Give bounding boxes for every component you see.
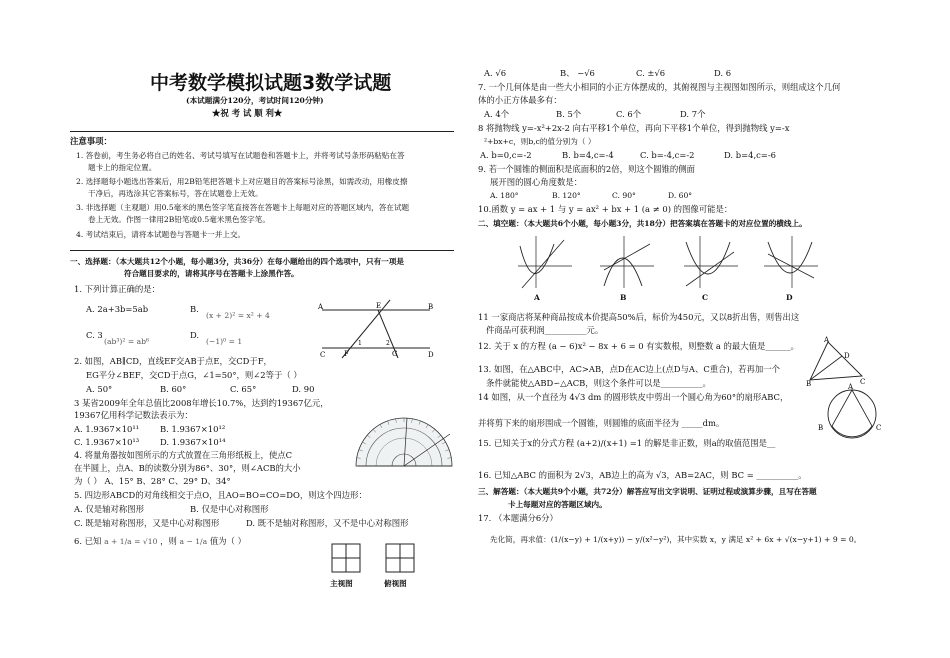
notice-item: 题卡上的指定位置。 xyxy=(88,163,157,172)
section-two-heading: 二、填空题：（本大题共6个小题，每小题3分，共18分）把答案填在答题卡的对应位置的横线上。 xyxy=(478,219,807,228)
question-2-option-d: D. 90 xyxy=(292,384,315,394)
notice-item: 1. 答卷前，考生务必将自己的姓名、考试号填写在试题卷和答题卡上，并将考试号条形码粘贴在答 xyxy=(76,151,405,160)
question-6-stem xyxy=(74,536,246,547)
question-6-mid: ，则 xyxy=(160,536,177,546)
question-9-line1: 9. 若一个圆锥的侧面积是底面积的2倍，则这个圆锥的侧面 xyxy=(478,164,695,174)
label-b: B xyxy=(818,424,824,432)
question-5-line1: 5. 四边形ABCD的对角线相交于点O，且AO=BO=CO=DO，则这个四边形： xyxy=(74,490,367,500)
question-1-option-b-expr: (x + 2)² = x² + 4 xyxy=(206,311,270,320)
divider xyxy=(70,250,454,251)
question-8-line1: 8 将抛物线 y=-x²+2x-2 向右平移1个单位，再向下平移1个单位，得到抛物线 y=-x xyxy=(478,123,790,133)
question-11-line1: 11 一家商店将某种商品按成本价提高50%后，标价为450元，又以8折出售，则售出这 xyxy=(478,312,800,322)
top-view-label: 俯视图 xyxy=(384,579,407,588)
question-4-line2: 在半圆上，点A、B的读数分别为86°、30°，则∠ACB的大小 xyxy=(74,463,301,473)
question-6-given: a + 1/a = √10 xyxy=(104,537,158,546)
question-3-option-b: B. 1.9367×10¹² xyxy=(160,424,226,434)
question-6-target: a − 1/a xyxy=(179,537,208,546)
question-4-line3: 为（ ） A、15° B、28° C、29° D、34° xyxy=(74,476,231,486)
question-6-option-a: A. √6 xyxy=(484,68,507,78)
label-c: C xyxy=(876,424,882,432)
question-10-stem: 10.函数 y = ax + 1 与 y = ax² + bx + 1 (a ≠ 0) 的图像可能是： xyxy=(478,204,733,214)
question-9-line2: 展开图的圆心角度数是： xyxy=(490,177,583,187)
question-8-line2: ²+bx+c，则b,c的值分别为（ ） xyxy=(484,137,596,146)
question-16: 16. 已知△ABC 的面积为 2√3，AB边上的高为 √3，AB=2AC，则 BC = __________。 xyxy=(478,470,807,480)
notice-item: 2. 选择题每小题选出答案后，用2B铅笔把答题卡上对应题目的答案标号涂黑，如需改动，用橡皮擦 xyxy=(76,177,408,186)
question-6-option-b: B、 −√6 xyxy=(560,68,595,78)
parallel-lines-figure xyxy=(318,300,438,360)
graph-label-b: B xyxy=(620,293,627,302)
section-one-heading: 一、选择题：（本大题共12个小题，每小题3分，共36分）在每小题给出的四个选项中，只有一项是 xyxy=(70,257,404,266)
question-14-line2: 并将剪下来的扇形围成一个圆锥，则圆锥的底面半径为 _____dm。 xyxy=(478,418,725,428)
label-d: D xyxy=(428,351,434,359)
label-b: B xyxy=(806,380,812,388)
notice-item: 4. 考试结束后，请将本试题卷与答题卡一并上交。 xyxy=(76,230,246,239)
question-1-option-b: B. xyxy=(190,304,199,314)
front-view-label: 主视图 xyxy=(330,579,353,588)
question-2-option-b: B. 60° xyxy=(160,384,187,394)
question-3-option-c: C. 1.9367×10¹³ xyxy=(74,437,140,447)
front-view-figure xyxy=(326,542,366,576)
question-6-option-d: D. 6 xyxy=(714,68,732,78)
label-b: B xyxy=(428,303,434,311)
graph-label-d: D xyxy=(786,293,793,302)
question-1-option-c-expr: (ab³)² = ab⁶ xyxy=(104,337,150,346)
label-a: A xyxy=(824,336,830,344)
label-a: A xyxy=(318,303,324,311)
section-one-heading-cont: 符合题目要求的，请将其序号在答题卡上涂黑作答。 xyxy=(124,269,299,278)
question-7-option-d: D. 7个 xyxy=(680,109,706,119)
label-e: E xyxy=(376,302,382,310)
question-1-option-d-expr: (−1)⁰ = 1 xyxy=(206,337,243,346)
graph-label-a: A xyxy=(534,293,540,302)
question-9-option-b: B. 120° xyxy=(552,191,581,200)
question-13-line2: 条件就能使△ABD∽△ACB，则这个条件可以是__________。 xyxy=(486,378,711,388)
question-7-option-c: C. 6个 xyxy=(616,109,642,119)
question-7-line2: 体的小正方体最多有： xyxy=(478,95,562,105)
question-8-option-b: B. b=4,c=-4 xyxy=(562,150,614,160)
question-6-post: 值为（ ） xyxy=(209,536,246,546)
question-5-option-d: D. 既不是轴对称图形，又不是中心对称图形 xyxy=(246,518,409,528)
label-d: D xyxy=(844,352,850,360)
question-2-option-c: C. 65° xyxy=(230,384,257,394)
circle-sector-figure xyxy=(812,384,884,440)
question-3-option-d: D. 1.9367×10¹⁴ xyxy=(160,437,226,447)
question-2-line2: EG平分∠BEF，交CD于点G，∠1=50°，则∠2等于（ ） xyxy=(86,370,302,380)
question-5-option-c: C. 既是轴对称图形，又是中心对称图形 xyxy=(74,518,220,528)
graph-option-b xyxy=(596,234,656,290)
label-angle-2: 2 xyxy=(386,340,390,347)
question-17-stem: 先化简，再求值：(1/(x−y) + 1/(x+y)) − y/(x²−y²)，其中实数 x，y 满足 x² + 6x + √(x−y+1) + 9 = 0。 xyxy=(490,535,862,544)
protractor-figure xyxy=(352,404,456,470)
notice-item: 干净后，再选涂其它答案标号，答在试题卷上无效。 xyxy=(88,189,263,198)
question-5-option-a: A. 仅是轴对称图形 xyxy=(74,504,144,514)
question-7-option-a: A. 4个 xyxy=(484,109,510,119)
question-2-option-a: A. 50° xyxy=(86,384,113,394)
question-3-line2: 19367亿用科学记数法表示为： xyxy=(74,410,193,420)
notice-heading: 注意事项： xyxy=(70,136,112,146)
notice-item: 3. 非选择题（主观题）用0.5毫米的黑色签字笔直接答在答题卡上每题对应的答题区域内，答在试题 xyxy=(76,203,410,212)
notice-item: 卷上无效。作图一律用2B铅笔或0.5毫米黑色签字笔。 xyxy=(88,215,270,224)
question-1-option-a: A. 2a+3b=5ab xyxy=(86,304,149,314)
graph-label-c: C xyxy=(702,293,709,302)
blessing: ★祝 考 试 顺 利★ xyxy=(212,108,283,118)
section-three-heading: 三、解答题：（本大题共9个小题，共72分）解答应写出文字说明、证明过程或演算步骤，且写在答题 xyxy=(478,487,817,496)
question-2-line1: 2. 如图，AB∥CD，直线EF交AB于点E，交CD于F， xyxy=(74,356,272,366)
graph-option-a xyxy=(514,234,574,290)
label-a: A xyxy=(848,383,854,391)
label-c: C xyxy=(860,378,866,386)
question-4-line1: 4. 将量角器按如图所示的方式放置在三角形纸板上，使点C xyxy=(74,450,293,460)
question-12: 12. 关于 x 的方程 (a − 6)x² − 8x + 6 = 0 有实数根，则整数 a 的最大值是______。 xyxy=(478,341,799,351)
label-f: F xyxy=(344,350,349,358)
question-5-option-b: B. 仅是中心对称图形 xyxy=(190,504,269,514)
question-15: 15. 已知关于x的分式方程 (a+2)/(x+1) =1 的解是非正数，则a的取值范围是__ xyxy=(478,438,776,448)
graph-option-c xyxy=(680,234,740,290)
question-3-line1: 3 某省2009年全年总值比2008年增长10.7%，达到约19367亿元， xyxy=(74,398,329,408)
question-1-stem: 1. 下列计算正确的是： xyxy=(74,284,161,294)
question-14-line1: 14 如图，从一个直径为 4√3 dm 的圆形铁皮中剪出一个圆心角为60°的扇形ABC， xyxy=(478,392,789,402)
section-three-heading-cont: 卡上每题对应的答题区域内。 xyxy=(508,500,607,509)
question-17-title: 17. （本题满分6分） xyxy=(478,513,558,523)
question-9-option-a: A. 180° xyxy=(490,191,519,200)
question-8-option-c: C. b=-4,c=-2 xyxy=(640,150,695,160)
label-angle-1: 1 xyxy=(358,340,362,347)
question-8-option-a: A. b=0,c=-2 xyxy=(480,150,532,160)
similar-triangle-figure xyxy=(806,336,866,388)
top-view-figure xyxy=(380,542,420,576)
question-1-option-c: C. 3 xyxy=(86,330,103,340)
question-7-option-b: B. 5个 xyxy=(556,109,582,119)
question-1-option-d: D. xyxy=(190,330,200,340)
page-title: 中考数学模拟试题3数学试题 xyxy=(150,72,392,94)
question-9-option-d: D. 60° xyxy=(668,191,693,200)
label-g: G xyxy=(392,350,398,358)
question-9-option-c: C. 90° xyxy=(612,191,636,200)
question-3-option-a: A. 1.9367×10¹¹ xyxy=(74,424,140,434)
label-c: C xyxy=(320,351,326,359)
graph-option-d xyxy=(760,234,820,290)
exam-info: (本试题满分120分，考试时间120分钟) xyxy=(186,96,324,105)
question-11-line2: 件商品可获利润__________元。 xyxy=(486,325,604,335)
divider xyxy=(70,131,454,132)
question-13-line1: 13. 如图，在△ABC中，AC>AB，点D在AC边上(点D与A、C重合)，若再加一个 xyxy=(478,364,780,374)
question-7-line1: 7. 一个几何体是由一些大小相同的小正方体摆成的，其俯视图与主视图如图所示，则组成这个几何 xyxy=(478,82,841,92)
question-6-pre: 6. 已知 xyxy=(74,536,102,546)
question-8-option-d: D. b=4,c=-6 xyxy=(724,150,776,160)
question-6-option-c: C. ±√6 xyxy=(636,68,666,78)
